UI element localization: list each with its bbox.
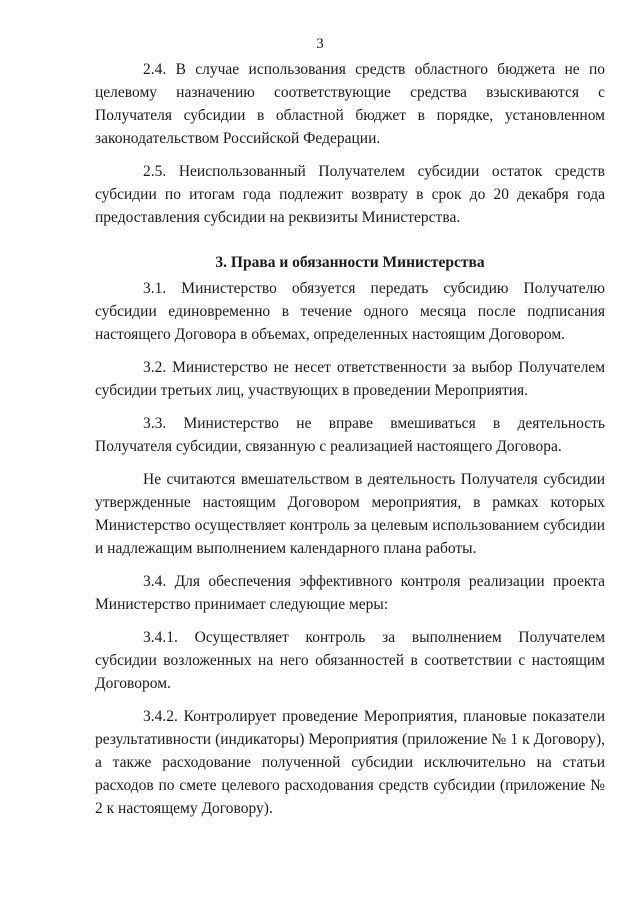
paragraph-2-5: 2.5. Неиспользованный Получателем субсидии остаток средств субсидии по итогам года подлежит возврату в срок до 20 декабря года предоставления субсидии на реквизиты Министерства. bbox=[95, 163, 605, 226]
page-number: 3 bbox=[316, 36, 324, 52]
paragraph-3-4-1: 3.4.1. Осуществляет контроль за выполнением Получателем субсидии возложенных на него обязанностей в соответствии с настоящим Договором. bbox=[95, 629, 605, 692]
section-heading: 3. Права и обязанности Министерства bbox=[215, 254, 485, 271]
paragraph-3-4-2: 3.4.2. Контролирует проведение Мероприятия, плановые показатели результативности (индикаторы) Мероприятия (приложение № 1 к Договору), а также расходование полученной субсидии исключительно на статьи расходов по смете целевого расходования средств субсидии (приложение № 2 к настоящему Договору). bbox=[95, 708, 605, 817]
paragraph-3-3: 3.3. Министерство не вправе вмешиваться в деятельность Получателя субсидии, связанную с реализацией настоящего Договора. bbox=[95, 415, 605, 455]
document-body bbox=[95, 58, 605, 830]
paragraph-2-4: 2.4. В случае использования средств областного бюджета не по целевому назначению соответствующие средства взыскиваются с Получателя субсидии в областной бюджет в порядке, установленном законодательством Российской Федерации. bbox=[95, 61, 605, 147]
paragraph-3-4: 3.4. Для обеспечения эффективного контроля реализации проекта Министерство принимает следующие меры: bbox=[95, 573, 605, 613]
paragraph-3-1: 3.1. Министерство обязуется передать субсидию Получателю субсидии единовременно в течение одного месяца после подписания настоящего Договора в объемах, определенных настоящим Договором. bbox=[95, 280, 605, 343]
paragraph-3-2: 3.2. Министерство не несет ответственности за выбор Получателем субсидии третьих лиц, участвующих в проведении Мероприятия. bbox=[95, 359, 605, 399]
paragraph-3-3-continuation: Не считаются вмешательством в деятельность Получателя субсидии утвержденные настоящим Договором мероприятия, в рамках которых Министерство осуществляет контроль за целевым использованием субсидии и надлежащим выполнением календарного плана работы. bbox=[95, 471, 605, 557]
